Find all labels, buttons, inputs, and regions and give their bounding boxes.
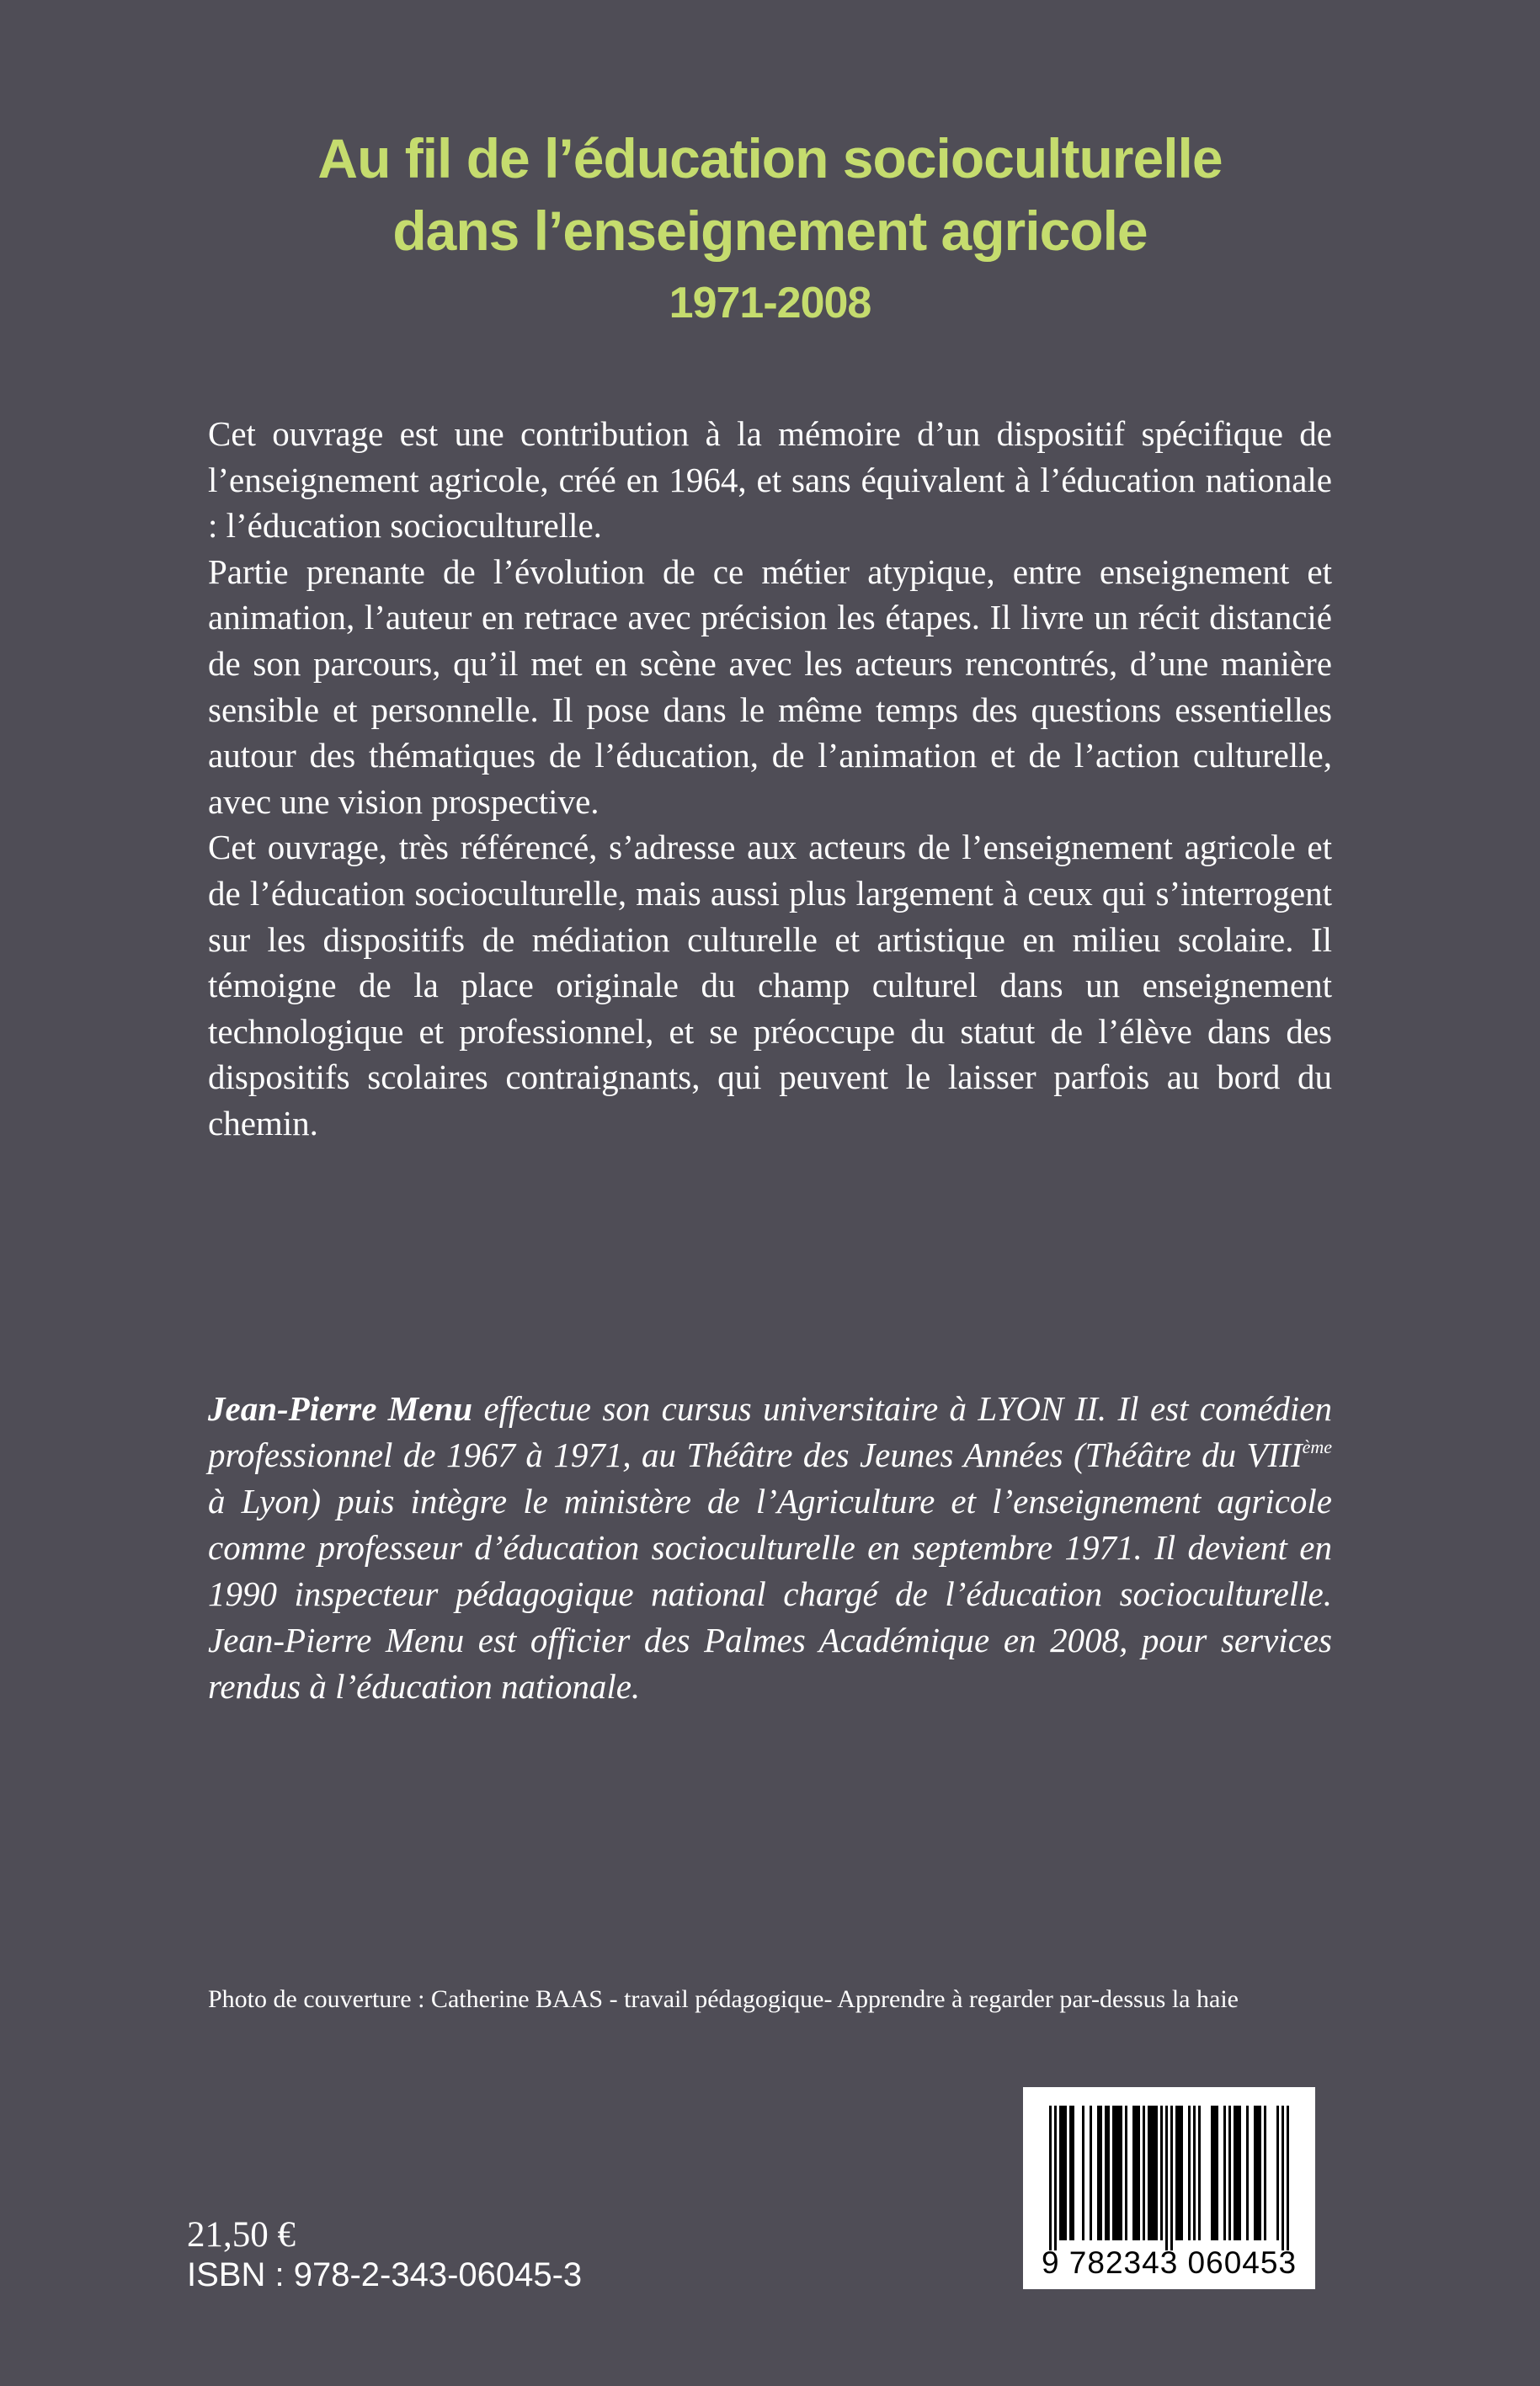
barcode-bar-29 <box>1175 2106 1178 2240</box>
bio-text-part-1: effectue son cursus universitaire à LYON II. Il est comédien professionnel de 1967 à 1971, au Théâtre des Jeunes Années (Théâtre du VIII <box>208 1389 1333 1474</box>
photo-credit: Photo de couverture : Catherine BAAS - travail pédagogique- Apprendre à regarder par-dessus la haie <box>208 1985 1239 2013</box>
barcode-bar-11 <box>1105 2106 1107 2240</box>
barcode-bar-5 <box>1069 2106 1072 2240</box>
barcode-bar-32 <box>1188 2106 1191 2240</box>
barcode-bar-8 <box>1090 2106 1092 2240</box>
barcode-bar-23 <box>1150 2106 1153 2240</box>
barcode-bar-34 <box>1198 2106 1201 2240</box>
summary-paragraph-1: Cet ouvrage est une contribution à la mémoire d’un dispositif spécifique de l’enseignement agricole, créé en 1964, et sans équivalent à l’éducation nationale : l’éducation socioculturelle. <box>208 414 1332 546</box>
barcode-bar-49 <box>1282 2106 1284 2250</box>
title-years: 1971-2008 <box>669 279 871 328</box>
summary-paragraph-2: Partie prenante de l’évolution de ce métier atypique, entre enseignement et animation, l’auteur en retrace avec précision les étapes. Il livre un récit distancié de son parcours, qu’il met en scène avec les acteurs rencontrés, d’une manière sensible et personnelle. Il pose dans le même temps des questions essentielles autour des thématiques de l’éducation, de l’animation et de l’action culturelle, avec une vision prospective. <box>208 551 1332 821</box>
barcode-bar-48 <box>1276 2106 1279 2240</box>
barcode-bar-2 <box>1059 2106 1062 2240</box>
barcode-bar-17 <box>1125 2106 1127 2240</box>
barcode-bar-22 <box>1148 2106 1150 2240</box>
barcode-bar-37 <box>1216 2106 1218 2240</box>
barcode-bar-28 <box>1170 2106 1173 2250</box>
barcode-bar-7 <box>1082 2106 1084 2240</box>
barcode-bar-6 <box>1072 2106 1074 2240</box>
barcode-bar-26 <box>1160 2106 1163 2240</box>
barcode-bar-1 <box>1054 2106 1057 2250</box>
barcode-bar-19 <box>1135 2106 1138 2240</box>
barcode-bar-4 <box>1064 2106 1067 2240</box>
barcode-bar-25 <box>1155 2106 1158 2240</box>
barcode-bar-14 <box>1115 2106 1117 2240</box>
barcode-bar-43 <box>1246 2106 1249 2240</box>
barcode-bar-46 <box>1259 2106 1261 2240</box>
barcode <box>1023 2087 1315 2289</box>
bio-superscript: ème <box>1302 1436 1332 1457</box>
barcode-bar-24 <box>1153 2106 1155 2240</box>
barcode-bar-18 <box>1132 2106 1135 2240</box>
barcode-bar-40 <box>1234 2106 1236 2240</box>
barcode-bar-44 <box>1254 2106 1256 2240</box>
barcode-bar-16 <box>1120 2106 1122 2240</box>
title-line-1: Au fil de l’éducation socioculturelle <box>317 127 1223 189</box>
barcode-bar-33 <box>1193 2106 1196 2240</box>
barcode-bar-47 <box>1264 2106 1266 2240</box>
barcode-bar-41 <box>1236 2106 1239 2240</box>
summary-paragraph-3: Cet ouvrage, très référencé, s’adresse aux acteurs de l’enseignement agricole et de l’éducation socioculturelle, mais aussi plus largement à ceux qui s’interrogent sur les dispositifs de médiation culturelle et artistique en milieu scolaire. Il témoigne de la place originale du champ culturel dans un enseignement technologique et professionnel, et se préoccupe du statut de l’élève dans des dispositifs scolaires contraignants, qui peuvent le laisser parfois au bord du chemin. <box>208 828 1332 1142</box>
barcode-bar-3 <box>1062 2106 1064 2240</box>
barcode-bar-31 <box>1180 2106 1183 2240</box>
isbn: ISBN : 978-2-343-06045-3 <box>187 2256 583 2293</box>
barcode-bar-42 <box>1239 2106 1241 2240</box>
barcode-bar-35 <box>1211 2106 1213 2240</box>
barcode-bar-30 <box>1178 2106 1180 2240</box>
barcode-bar-38 <box>1223 2106 1226 2240</box>
bio-text-part-2: à Lyon) puis intègre le ministère de l’Agriculture et l’enseignement agricole comme professeur d’éducation socioculturelle en septembre 1971. Il devient en 1990 inspecteur pédagogique national chargé de l’éducation socioculturelle. Jean-Pierre Menu est officier des Palmes Académique en 2008, pour services rendus à l’éducation nationale. <box>208 1482 1332 1706</box>
barcode-bar-10 <box>1100 2106 1102 2240</box>
barcode-bar-50 <box>1287 2106 1289 2250</box>
barcode-bar-45 <box>1256 2106 1259 2240</box>
author-bio <box>208 1386 1332 1710</box>
barcode-bar-21 <box>1143 2106 1145 2240</box>
title-line-2: dans l’enseignement agricole <box>392 200 1148 262</box>
barcode-number: 9 782343 060453 <box>1041 2245 1298 2280</box>
barcode-bar-0 <box>1049 2106 1052 2250</box>
barcode-bar-27 <box>1165 2106 1168 2250</box>
price: 21,50 € <box>187 2215 296 2255</box>
barcode-bar-36 <box>1213 2106 1216 2240</box>
barcode-bar-20 <box>1138 2106 1140 2240</box>
barcode-bar-15 <box>1117 2106 1120 2240</box>
barcode-bar-9 <box>1097 2106 1100 2240</box>
author-name: Jean-Pierre Menu <box>208 1389 473 1428</box>
barcode-bar-12 <box>1107 2106 1110 2240</box>
barcode-bar-39 <box>1228 2106 1231 2240</box>
summary-text <box>208 411 1332 1147</box>
barcode-bar-13 <box>1112 2106 1115 2240</box>
